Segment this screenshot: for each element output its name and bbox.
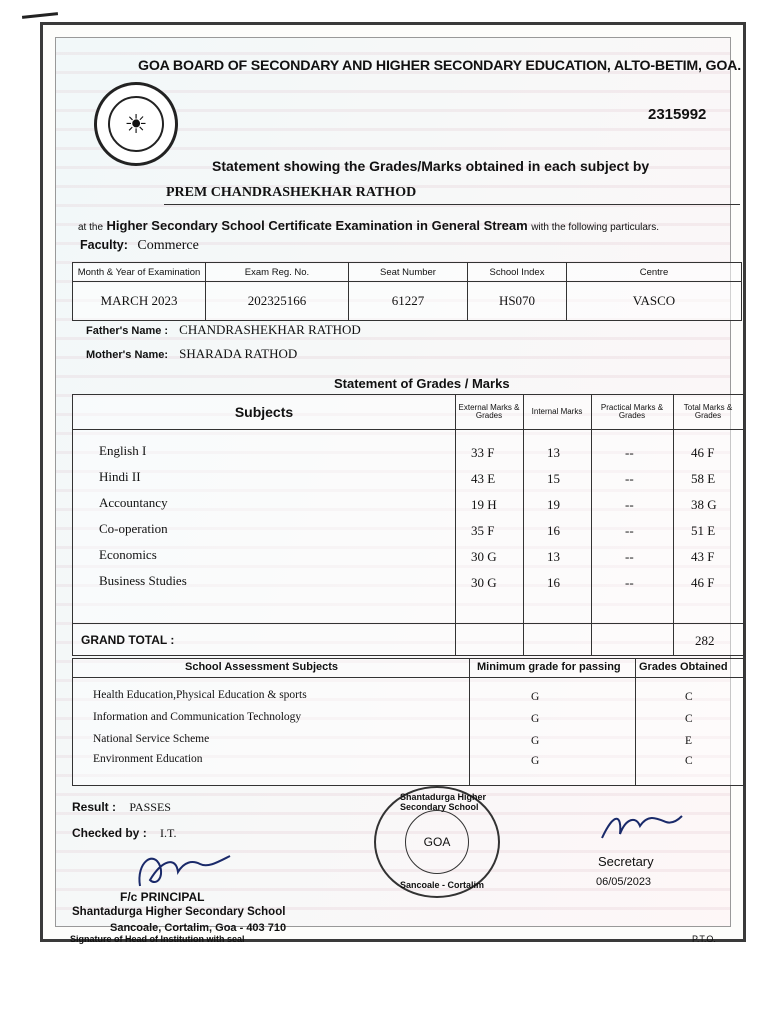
school-stamp bbox=[374, 786, 500, 898]
total-rule bbox=[73, 623, 743, 624]
subject-name: Co-operation bbox=[99, 521, 168, 536]
header-external: External Marks & Grades bbox=[458, 402, 520, 420]
grade-obtained: E bbox=[685, 735, 693, 747]
subject-name: Accountancy bbox=[99, 495, 168, 510]
min-grade: G bbox=[531, 735, 540, 747]
grades-title: Statement of Grades / Marks bbox=[334, 376, 510, 391]
assessment-table bbox=[72, 658, 744, 786]
secretary-signature-icon bbox=[596, 804, 686, 848]
school-name: Shantadurga Higher Secondary School bbox=[72, 906, 286, 918]
header-reg-no: Exam Reg. No. bbox=[206, 263, 349, 282]
internal-marks: 15 bbox=[547, 471, 560, 486]
header-rule bbox=[73, 429, 743, 430]
exam-info-value-row bbox=[73, 282, 742, 321]
seal-emblem-icon: ☀ bbox=[108, 96, 164, 152]
mother-name: SHARADA RATHOD bbox=[179, 346, 298, 361]
header-grades-obtained: Grades Obtained bbox=[639, 661, 728, 673]
scan-mark bbox=[22, 12, 58, 19]
pto-label: P.T.O. bbox=[692, 934, 716, 944]
value-centre: VASCO bbox=[632, 293, 676, 308]
header-internal: Internal Marks bbox=[531, 406, 583, 416]
total-grade: 51 E bbox=[691, 523, 716, 538]
total-grade: 43 F bbox=[691, 549, 715, 564]
value-reg-no: 202325166 bbox=[206, 282, 349, 321]
subject-name: Economics bbox=[99, 547, 157, 562]
value-seat-no: 61227 bbox=[349, 282, 468, 321]
practical-grade: -- bbox=[625, 445, 634, 460]
assessment-subject: National Service Scheme bbox=[93, 733, 210, 745]
subject-name: Hindi II bbox=[99, 469, 141, 484]
result-value: PASSES bbox=[129, 800, 171, 814]
statement-title: Statement showing the Grades/Marks obtained in each subject by bbox=[212, 158, 650, 174]
board-seal-icon bbox=[94, 82, 178, 166]
checked-value: I.T. bbox=[160, 826, 177, 840]
principal-label: F/c PRINCIPAL bbox=[120, 890, 205, 904]
col-divider bbox=[523, 395, 524, 655]
grand-total-value: 282 bbox=[695, 633, 715, 648]
exam-suffix: with the following particulars. bbox=[531, 222, 660, 233]
external-grade: 30 G bbox=[471, 575, 497, 590]
external-grade: 33 F bbox=[471, 445, 495, 460]
checked-label: Checked by : bbox=[72, 826, 147, 840]
header-subjects: Subjects bbox=[234, 403, 294, 420]
total-grade: 58 E bbox=[691, 471, 716, 486]
faculty-value: Commerce bbox=[137, 238, 199, 253]
value-month-year: MARCH 2023 bbox=[73, 282, 206, 321]
internal-marks: 19 bbox=[547, 497, 560, 512]
header-min-grade: Minimum grade for passing bbox=[477, 661, 621, 673]
header-practical: Practical Marks & Grades bbox=[600, 402, 664, 420]
grade-obtained: C bbox=[685, 713, 693, 725]
practical-grade: -- bbox=[625, 575, 634, 590]
grades-table bbox=[72, 394, 744, 656]
faculty-line bbox=[80, 238, 199, 254]
stamp-center: GOA bbox=[405, 810, 469, 874]
stamp-ring-top: Shantadurga Higher Secondary School bbox=[400, 792, 487, 812]
father-name: CHANDRASHEKHAR RATHOD bbox=[179, 322, 361, 337]
header-assessment-subjects: School Assessment Subjects bbox=[185, 661, 339, 673]
father-line bbox=[86, 322, 361, 338]
result-label: Result : bbox=[72, 800, 117, 814]
total-grade: 38 G bbox=[691, 497, 717, 512]
min-grade: G bbox=[531, 691, 540, 703]
internal-marks: 16 bbox=[547, 523, 560, 538]
header-centre: Centre bbox=[567, 263, 742, 282]
father-label: Father's Name : bbox=[86, 325, 169, 337]
external-grade: 19 H bbox=[471, 497, 497, 512]
external-grade: 30 G bbox=[471, 549, 497, 564]
header-month-year: Month & Year of Examination bbox=[73, 263, 206, 282]
subject-name: Business Studies bbox=[99, 573, 187, 588]
subject-name: English I bbox=[99, 443, 147, 458]
total-grade: 46 F bbox=[691, 575, 715, 590]
mother-label: Mother's Name: bbox=[86, 349, 169, 361]
name-underline bbox=[164, 204, 740, 205]
mother-line bbox=[86, 346, 297, 362]
stamp-ring-bottom: Sancoale - Cortalim bbox=[400, 880, 485, 890]
total-grade: 46 F bbox=[691, 445, 715, 460]
checked-line bbox=[72, 826, 176, 841]
grand-total-label: GRAND TOTAL : bbox=[81, 633, 175, 647]
min-grade: G bbox=[531, 755, 540, 767]
internal-marks: 13 bbox=[547, 445, 560, 460]
secretary-date: 06/05/2023 bbox=[596, 876, 652, 888]
principal-signature-icon bbox=[126, 842, 236, 892]
assessment-subject: Environment Education bbox=[93, 753, 203, 765]
practical-grade: -- bbox=[625, 497, 634, 512]
external-grade: 43 E bbox=[471, 471, 496, 486]
value-school-index: HS070 bbox=[468, 282, 567, 321]
practical-grade: -- bbox=[625, 471, 634, 486]
certificate bbox=[40, 22, 746, 942]
exam-name: Higher Secondary School Certificate Examination in General Stream bbox=[106, 218, 528, 233]
header-rule bbox=[73, 677, 743, 678]
school-address: Sancoale, Cortalim, Goa - 403 710 bbox=[110, 922, 287, 934]
internal-marks: 16 bbox=[547, 575, 560, 590]
certificate-number: 2315992 bbox=[648, 106, 707, 123]
faculty-label: Faculty: bbox=[80, 238, 128, 252]
practical-grade: -- bbox=[625, 549, 634, 564]
certificate-body bbox=[55, 37, 741, 944]
col-divider bbox=[673, 395, 674, 655]
assessment-subject: Information and Communication Technology bbox=[93, 711, 302, 723]
col-divider bbox=[455, 395, 456, 655]
exam-line bbox=[78, 218, 659, 233]
exam-prefix: at the bbox=[78, 222, 104, 233]
board-title: GOA BOARD OF SECONDARY AND HIGHER SECONDARY EDUCATION, ALTO-BETIM, GOA. bbox=[138, 58, 741, 74]
practical-grade: -- bbox=[625, 523, 634, 538]
signature-label: Signature of Head of Institution with seal bbox=[70, 934, 245, 944]
student-name: PREM CHANDRASHEKHAR RATHOD bbox=[166, 185, 417, 200]
min-grade: G bbox=[531, 713, 540, 725]
secretary-label: Secretary bbox=[598, 854, 654, 869]
col-divider bbox=[591, 395, 592, 655]
header-school-index: School Index bbox=[468, 263, 567, 282]
grade-obtained: C bbox=[685, 691, 693, 703]
exam-info-header-row bbox=[73, 263, 742, 282]
grade-obtained: C bbox=[685, 755, 693, 767]
external-grade: 35 F bbox=[471, 523, 495, 538]
exam-info-table bbox=[72, 262, 742, 321]
internal-marks: 13 bbox=[547, 549, 560, 564]
result-line bbox=[72, 800, 171, 815]
header-seat-no: Seat Number bbox=[349, 263, 468, 282]
assessment-subject: Health Education,Physical Education & sports bbox=[93, 689, 307, 701]
header-total: Total Marks & Grades bbox=[683, 402, 733, 420]
